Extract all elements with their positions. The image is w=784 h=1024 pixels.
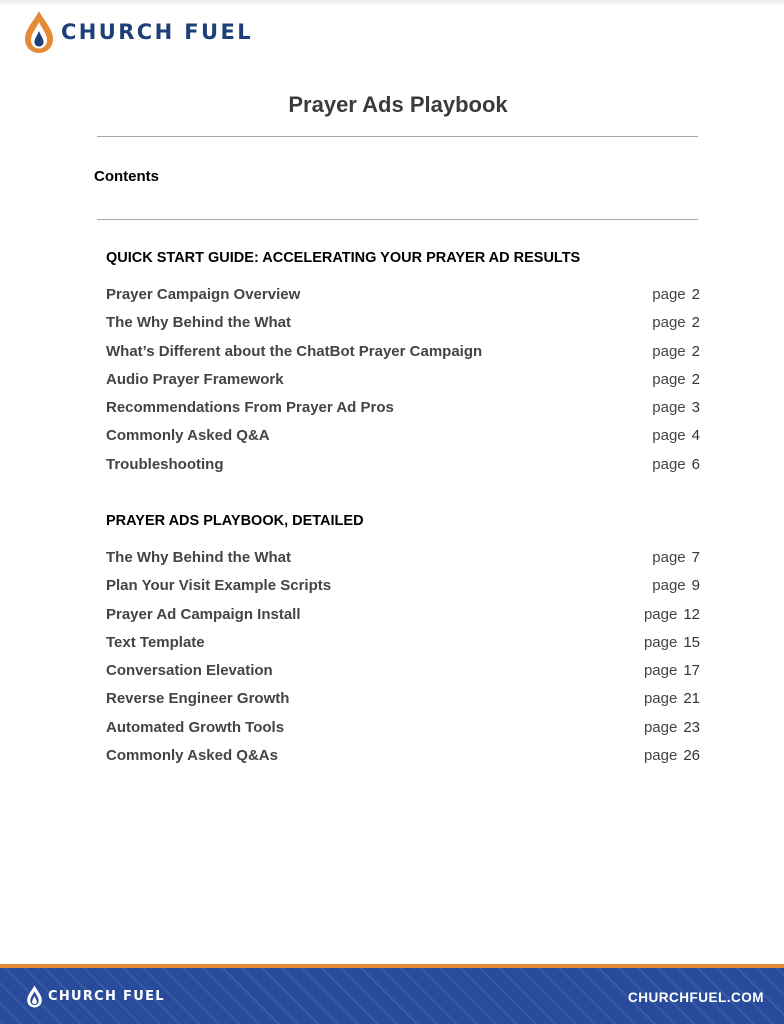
toc-entry-page: page 6 [652, 455, 700, 473]
church-fuel-logo [23, 10, 253, 54]
toc-entry[interactable] [106, 427, 700, 455]
toc-entry[interactable] [106, 314, 700, 342]
toc-entry-title: Audio Prayer Framework [106, 370, 284, 388]
toc-entry-page: page 2 [652, 286, 700, 303]
toc-entry-title: Text Template [106, 633, 205, 651]
toc-entry[interactable] [106, 456, 700, 484]
toc-entry-page: page 21 [643, 690, 700, 708]
page-top-shadow [0, 0, 784, 6]
toc-entry[interactable] [106, 371, 700, 399]
toc-entry-title: Commonly Asked Q&A [106, 427, 270, 445]
contents-label: Contents [94, 168, 159, 185]
toc-list-quick-start [106, 286, 700, 484]
flame-drop-icon [23, 10, 55, 54]
toc-entry-page: page 3 [652, 399, 700, 417]
divider [97, 219, 698, 220]
toc-entry-title: The Why Behind the What [106, 549, 291, 566]
toc-entry[interactable] [106, 662, 700, 690]
toc-entry-page: page 12 [643, 605, 700, 623]
toc-entry[interactable] [106, 549, 700, 577]
section-heading-quick-start: QUICK START GUIDE: ACCELERATING YOUR PRAYER AD RESULTS [106, 250, 581, 266]
toc-entry-page: page 23 [643, 718, 700, 736]
toc-entry-title: Plan Your Visit Example Scripts [106, 577, 332, 595]
document-title: Prayer Ads Playbook [288, 92, 508, 117]
toc-entry[interactable] [106, 634, 700, 662]
toc-entry-title: Conversation Elevation [106, 662, 273, 680]
toc-entry-title: Automated Growth Tools [106, 718, 285, 736]
section-heading-detailed: PRAYER ADS PLAYBOOK, DETAILED [106, 513, 364, 529]
toc-entry-title: The Why Behind the What [106, 314, 291, 332]
toc-entry-title: What’s Different about the ChatBot Prayer Campaign [106, 342, 483, 360]
toc-entry[interactable] [106, 343, 700, 371]
toc-entry-page: page 2 [652, 370, 700, 388]
toc-entry[interactable] [106, 577, 700, 605]
toc-list-detailed [106, 549, 700, 775]
toc-entry-title: Prayer Ad Campaign Install [106, 605, 301, 623]
toc-entry-page: page 7 [652, 549, 700, 566]
divider [97, 136, 698, 137]
toc-entry-title: Troubleshooting [106, 455, 224, 473]
footer-website-link[interactable]: CHURCHFUEL.COM [628, 990, 764, 1005]
toc-entry-page: page 2 [652, 342, 700, 360]
toc-entry-page: page 4 [652, 427, 700, 445]
toc-entry-title: Recommendations From Prayer Ad Pros [106, 399, 394, 417]
toc-entry-title: Reverse Engineer Growth [106, 690, 290, 708]
toc-entry-page: page 9 [652, 577, 700, 595]
toc-entry-title: Prayer Campaign Overview [106, 286, 301, 303]
toc-entry[interactable] [106, 399, 700, 427]
toc-entry-page: page 2 [652, 314, 700, 332]
footer-logo [26, 985, 165, 1008]
toc-entry-page: page 15 [643, 633, 700, 651]
toc-entry-title: Commonly Asked Q&As [106, 747, 278, 765]
brand-name: CHURCH FUEL [61, 20, 254, 44]
page-footer [0, 964, 784, 1024]
toc-entry-page: page 17 [643, 662, 700, 680]
toc-entry[interactable] [106, 747, 700, 775]
toc-entry[interactable] [106, 719, 700, 747]
toc-entry[interactable] [106, 690, 700, 718]
footer-brand-name: CHURCH FUEL [48, 989, 165, 1004]
toc-entry[interactable] [106, 606, 700, 634]
toc-entry[interactable] [106, 286, 700, 314]
flame-drop-icon [26, 985, 43, 1008]
toc-entry-page: page 26 [643, 747, 700, 765]
